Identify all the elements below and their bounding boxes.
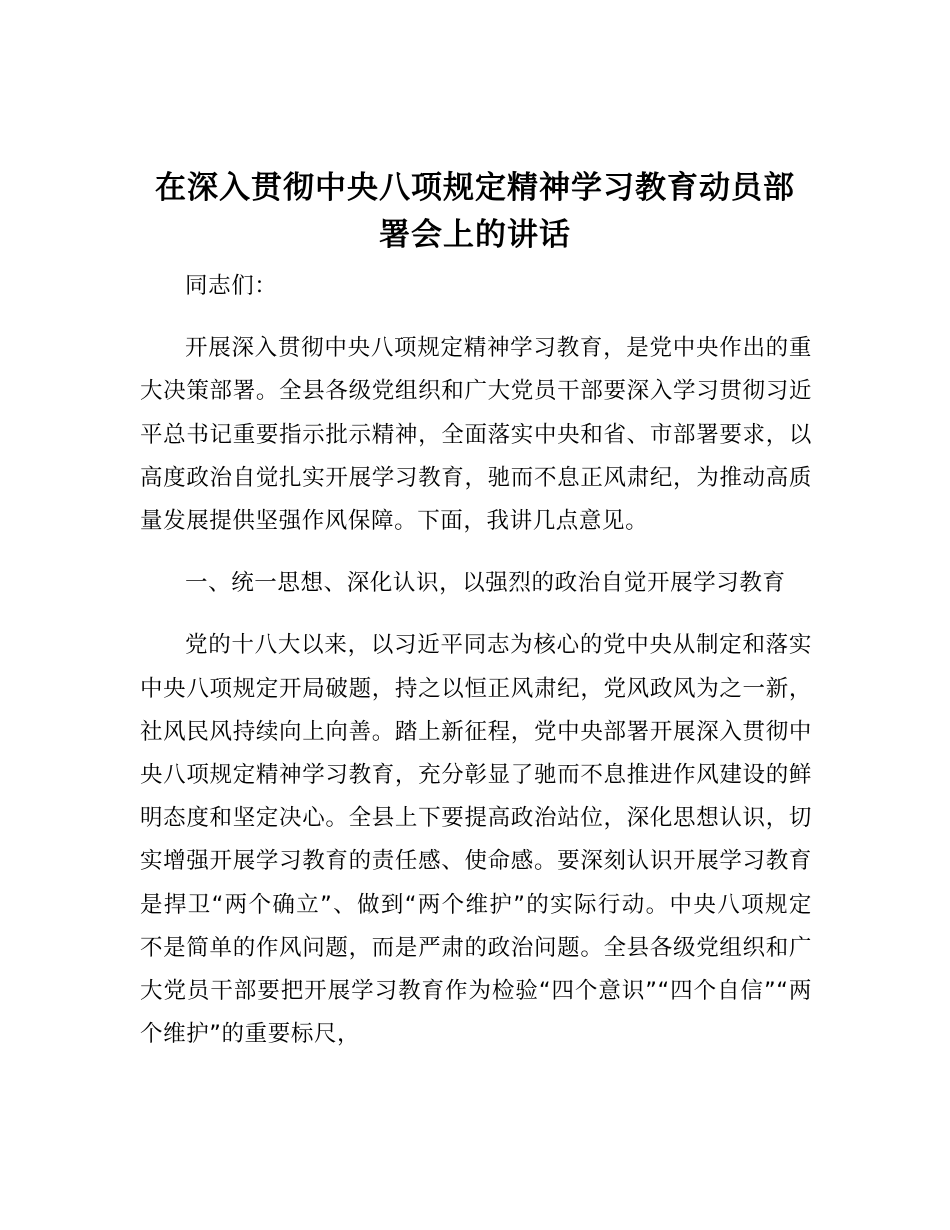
document-body <box>140 265 812 1075</box>
document-title: 在深入贯彻中央八项规定精神学习教育动员部署会上的讲话 <box>155 170 795 253</box>
greeting: 同志们： <box>185 273 278 299</box>
paragraph-section-1: 党的十八大以来，以习近平同志为核心的党中央从制定和落实中央八项规定开局破题，持之以恒正风肃纪，党风政风为之一新，社风民风持续向上向善。踏上新征程，党中央部署开展深入贯彻中央八项规定精神学习教育，充分彰显了驰而不息推进作风建设的鲜明态度和坚定决心。全县上下要提高政治站位，深化思想认识，切实增强开展学习教育的责任感、使命感。要深刻认识开展学习教育是捍卫“两个确立”、做到“两个维护”的实际行动。中央八项规定不是简单的作风问题，而是严肃的政治问题。全县各级党组织和广大党员干部要把开展学习教育作为检验“四个意识”“四个自信”“两个维护”的重要标尺， <box>140 632 812 1048</box>
paragraph-intro: 开展深入贯彻中央八项规定精神学习教育，是党中央作出的重大决策部署。全县各级党组织和广大党员干部要深入学习贯彻习近平总书记重要指示批示精神，全面落实中央和省、市部署要求，以高度政治自觉扎实开展学习教育，驰而不息正风肃纪，为推动高质量发展提供坚强作风保障。下面，我讲几点意见。 <box>140 335 812 535</box>
section-heading-1: 一、统一思想、深化认识，以强烈的政治自觉开展学习教育 <box>185 570 786 597</box>
